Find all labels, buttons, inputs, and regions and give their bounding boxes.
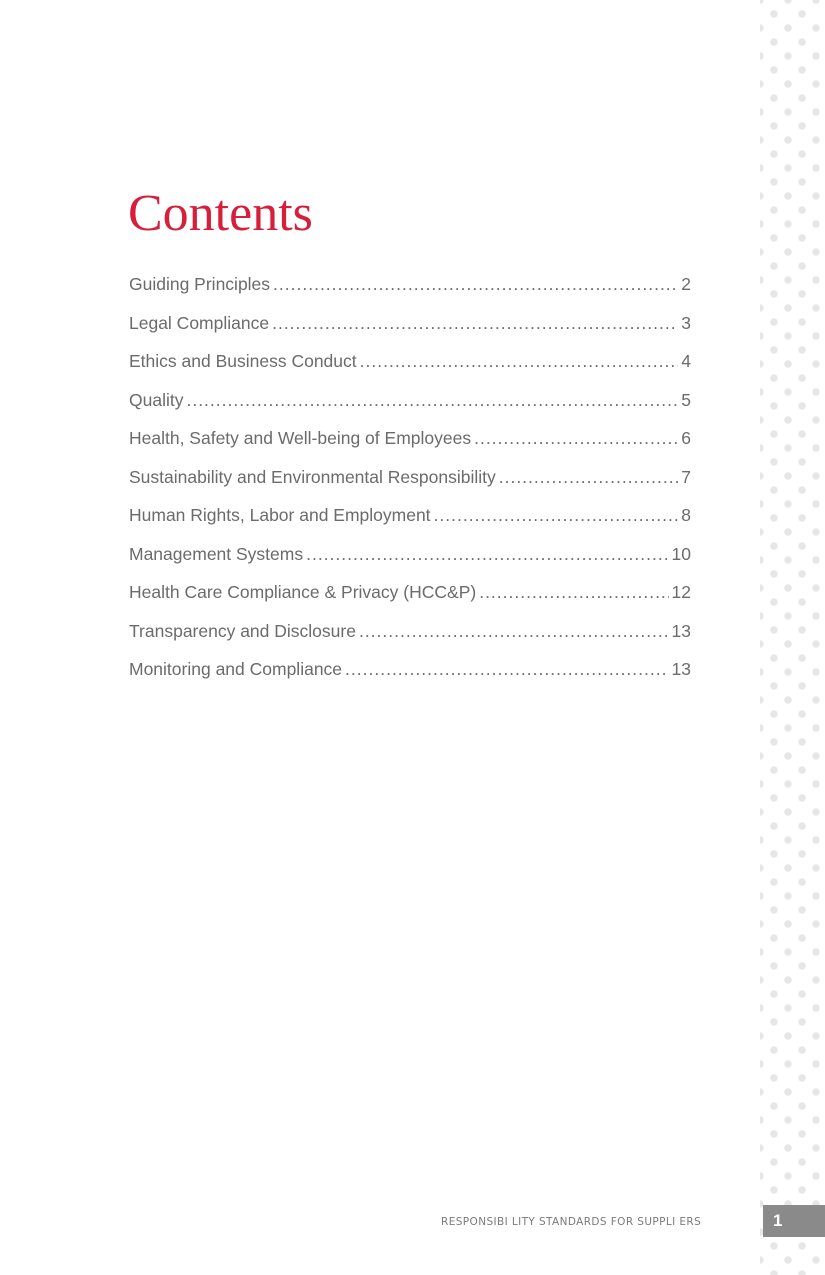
toc-entry-page: 13 [671, 620, 691, 641]
toc-entry-label: Guiding Principles [129, 274, 271, 294]
toc-dot-leader [499, 463, 679, 491]
toc-entry-page: 10 [671, 543, 691, 564]
toc-entry-label: Legal Compliance [129, 312, 270, 333]
toc-entry-label: Ethics and Business Conduct [129, 351, 357, 371]
page-number-badge: 1 [763, 1205, 825, 1237]
toc-dot-leader [474, 424, 678, 452]
toc-entry-label: Monitoring and Compliance [129, 659, 343, 679]
toc-dot-leader [359, 617, 669, 645]
toc-entry-label: Quality [129, 389, 184, 410]
toc-entry[interactable] [129, 347, 691, 386]
toc-entry-page: 13 [671, 659, 691, 679]
toc-entry[interactable] [129, 309, 691, 348]
toc-entry-label: Health, Safety and Well-being of Employees [129, 428, 472, 448]
toc-dot-leader [186, 386, 678, 414]
toc-entry-page: 6 [681, 428, 691, 448]
toc-entry[interactable] [129, 540, 691, 579]
toc-entry-page: 7 [681, 466, 691, 487]
toc-entry[interactable] [129, 463, 691, 502]
toc-entry[interactable] [129, 578, 691, 617]
toc-entry-page: 8 [681, 505, 691, 525]
table-of-contents [129, 270, 691, 694]
toc-entry-page: 5 [681, 389, 691, 410]
toc-entry-page: 3 [681, 312, 691, 333]
toc-entry-label: Sustainability and Environmental Responsibility [129, 466, 496, 487]
toc-entry-page: 12 [671, 582, 691, 602]
toc-dot-leader [434, 501, 679, 529]
toc-entry-label: Health Care Compliance & Privacy (HCC&P) [129, 582, 477, 602]
toc-entry[interactable] [129, 386, 691, 425]
footer-document-title: RESPONSIBI LITY STANDARDS FOR SUPPLI ERS [441, 1216, 702, 1228]
toc-entry[interactable] [129, 655, 691, 694]
toc-dot-leader [479, 578, 668, 606]
toc-entry-page: 4 [681, 351, 691, 371]
toc-dot-leader [306, 540, 668, 568]
toc-dot-leader [360, 347, 679, 375]
toc-entry-label: Management Systems [129, 543, 304, 564]
toc-entry[interactable] [129, 270, 691, 309]
toc-dot-leader [272, 309, 678, 337]
toc-dot-leader [345, 655, 668, 683]
toc-entry[interactable] [129, 617, 691, 656]
toc-entry-page: 2 [681, 274, 691, 294]
toc-entry[interactable] [129, 501, 691, 540]
page-title: Contents [128, 185, 313, 242]
decorative-dot-pattern [760, 0, 825, 1275]
toc-entry[interactable] [129, 424, 691, 463]
toc-dot-leader [273, 270, 678, 298]
toc-entry-label: Human Rights, Labor and Employment [129, 505, 431, 525]
toc-entry-label: Transparency and Disclosure [129, 620, 356, 641]
